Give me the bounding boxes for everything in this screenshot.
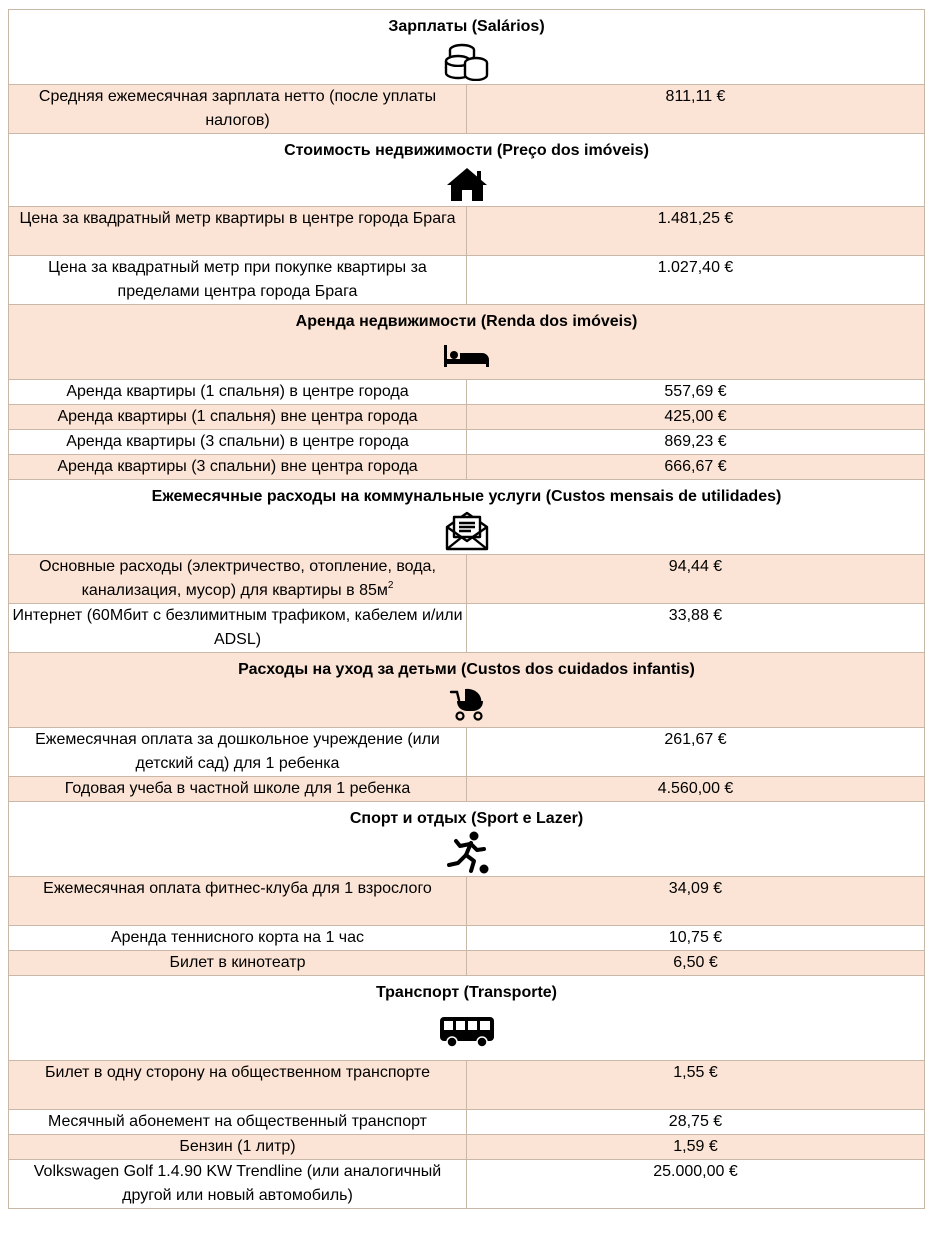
bed-icon	[443, 343, 491, 369]
row-label: Билет в одну сторону на общественном транспорте	[9, 1061, 467, 1110]
row-label: Volkswagen Golf 1.4.90 KW Trendline (или аналогичный другой или новый автомобиль)	[9, 1160, 467, 1209]
row-value: 33,88 €	[467, 604, 925, 653]
row-label: Цена за квадратный метр при покупке квартиры за пределами центра города Брага	[9, 256, 467, 305]
section-header-salaries	[9, 10, 925, 85]
row-value: 94,44 €	[467, 555, 925, 604]
row-value: 28,75 €	[467, 1110, 925, 1135]
row-value: 1,55 €	[467, 1061, 925, 1110]
row-label: Аренда теннисного корта на 1 час	[9, 926, 467, 951]
table-row	[9, 405, 925, 430]
section-title: Расходы на уход за детьми (Custos dos cuidados infantis)	[238, 661, 695, 678]
row-value: 1.481,25 €	[467, 207, 925, 256]
table-row	[9, 604, 925, 653]
table-row	[9, 85, 925, 134]
row-value: 261,67 €	[467, 728, 925, 777]
table-row	[9, 1110, 925, 1135]
table-row	[9, 256, 925, 305]
row-value: 666,67 €	[467, 455, 925, 480]
soccer-player-icon	[444, 831, 490, 875]
row-value: 1,59 €	[467, 1135, 925, 1160]
bus-icon	[439, 1016, 495, 1048]
row-value: 10,75 €	[467, 926, 925, 951]
table-row	[9, 926, 925, 951]
row-value: 6,50 €	[467, 951, 925, 976]
row-label: Аренда квартиры (1 спальня) вне центра города	[9, 405, 467, 430]
table-row	[9, 1160, 925, 1209]
row-label: Аренда квартиры (1 спальня) в центре города	[9, 380, 467, 405]
section-header-rent	[9, 305, 925, 380]
row-value: 1.027,40 €	[467, 256, 925, 305]
table-row	[9, 877, 925, 926]
row-label: Годовая учеба в частной школе для 1 ребенка	[9, 777, 467, 802]
cost-of-living-table	[8, 9, 925, 1209]
table-row	[9, 1061, 925, 1110]
row-label: Средняя ежемесячная зарплата нетто (после уплаты налогов)	[9, 85, 467, 134]
section-header-transport	[9, 976, 925, 1061]
table-row	[9, 555, 925, 604]
row-label	[9, 555, 467, 604]
row-value: 557,69 €	[467, 380, 925, 405]
row-label: Ежемесячная оплата за дошкольное учреждение (или детский сад) для 1 ребенка	[9, 728, 467, 777]
row-value: 4.560,00 €	[467, 777, 925, 802]
row-label-text: Основные расходы (электричество, отопление, вода, канализация, мусор) для квартиры в 85м	[39, 558, 436, 599]
house-icon	[446, 166, 488, 202]
section-header-childcare	[9, 653, 925, 728]
table-row	[9, 380, 925, 405]
row-value: 25.000,00 €	[467, 1160, 925, 1209]
table-row	[9, 207, 925, 256]
table-row	[9, 1135, 925, 1160]
baby-stroller-icon	[449, 687, 485, 721]
row-value: 869,23 €	[467, 430, 925, 455]
section-title: Транспорт (Transporte)	[375, 984, 558, 1001]
row-label: Билет в кинотеатр	[9, 951, 467, 976]
row-value: 34,09 €	[467, 877, 925, 926]
section-header-real-estate	[9, 134, 925, 207]
row-label: Аренда квартиры (3 спальни) в центре города	[9, 430, 467, 455]
table-row	[9, 430, 925, 455]
section-title: Аренда недвижимости (Renda dos imóveis)	[295, 313, 638, 330]
row-label: Цена за квадратный метр квартиры в центре города Брага	[9, 207, 467, 256]
envelope-bill-icon	[445, 511, 489, 551]
section-title: Стоимость недвижимости (Preço dos imóveis)	[284, 142, 649, 159]
table-row	[9, 455, 925, 480]
row-label: Ежемесячная оплата фитнес-клуба для 1 взрослого	[9, 877, 467, 926]
row-label: Месячный абонемент на общественный транспорт	[9, 1110, 467, 1135]
section-header-utilities	[9, 480, 925, 555]
table-row	[9, 728, 925, 777]
row-value: 425,00 €	[467, 405, 925, 430]
coins-icon	[444, 41, 490, 81]
row-label: Бензин (1 литр)	[9, 1135, 467, 1160]
section-title: Спорт и отдых (Sport e Lazer)	[349, 810, 584, 827]
section-title: Зарплаты (Salários)	[388, 18, 545, 35]
row-label-superscript: 2	[387, 580, 394, 591]
row-label: Аренда квартиры (3 спальни) вне центра города	[9, 455, 467, 480]
section-header-sport	[9, 802, 925, 877]
row-value: 811,11 €	[467, 85, 925, 134]
table-row	[9, 777, 925, 802]
section-title: Ежемесячные расходы на коммунальные услуги (Custos mensais de utilidades)	[151, 488, 782, 505]
table-row	[9, 951, 925, 976]
row-label: Интернет (60Мбит с безлимитным трафиком, кабелем и/или ADSL)	[9, 604, 467, 653]
